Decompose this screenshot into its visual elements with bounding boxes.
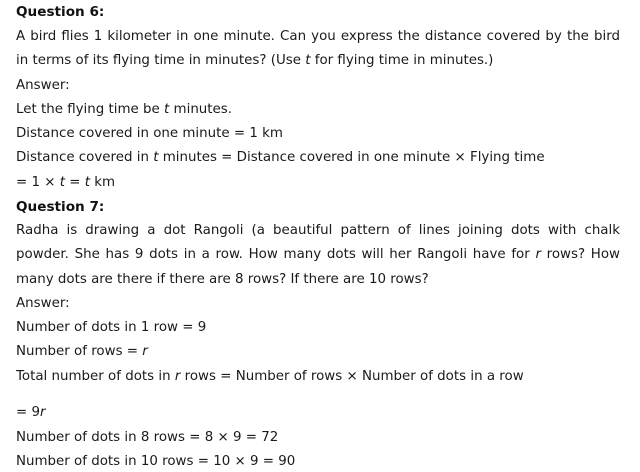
question-7-step-1: Number of dots in 1 row = 9	[16, 320, 207, 335]
variable-r: r	[174, 369, 181, 384]
variable-t: t	[84, 175, 90, 190]
question-7-text-line-2: powder. She has 9 dots in a row. How many dots will her Rangoli have for r rows? How	[16, 247, 620, 262]
question-7-step-4: = 9r	[16, 405, 46, 420]
question-6-step-2: Distance covered in one minute = 1 km	[16, 126, 283, 141]
question-6-step-4: = 1 × t = t km	[16, 175, 116, 190]
question-6-title: Question 6:	[16, 4, 105, 20]
question-6-step-3: Distance covered in t minutes = Distance covered in one minute × Flying time	[16, 150, 545, 165]
question-7-step-2: Number of rows = r	[16, 344, 148, 359]
question-7-step-3: Total number of dots in r rows = Number of rows × Number of dots in a row	[16, 369, 524, 384]
question-7-step-5: Number of dots in 8 rows = 8 × 9 = 72	[16, 430, 279, 445]
variable-r: r	[40, 405, 46, 420]
question-7-answer-label: Answer:	[16, 296, 70, 311]
variable-r: r	[142, 344, 148, 359]
question-7-step-6: Number of dots in 10 rows = 10 × 9 = 90	[16, 454, 296, 469]
question-6-answer-label: Answer:	[16, 78, 70, 93]
variable-t: t	[164, 102, 170, 117]
question-7-text-line-1: Radha is drawing a dot Rangoli (a beautiful pattern of lines joining dots with chalk	[16, 223, 620, 238]
question-6-step-1: Let the flying time be t minutes.	[16, 102, 233, 117]
question-6-text-line-2: in terms of its flying time in minutes? (Use t for flying time in minutes.)	[16, 53, 494, 68]
question-7-text-line-3: many dots are there if there are 8 rows? If there are 10 rows?	[16, 272, 429, 287]
question-7-title: Question 7:	[16, 199, 105, 215]
variable-t: t	[153, 150, 159, 165]
question-6-text-line-1: A bird flies 1 kilometer in one minute. Can you express the distance covered by the bird	[16, 29, 620, 44]
variable-t: t	[59, 175, 65, 190]
variable-t: t	[305, 53, 311, 68]
variable-r: r	[535, 247, 541, 262]
